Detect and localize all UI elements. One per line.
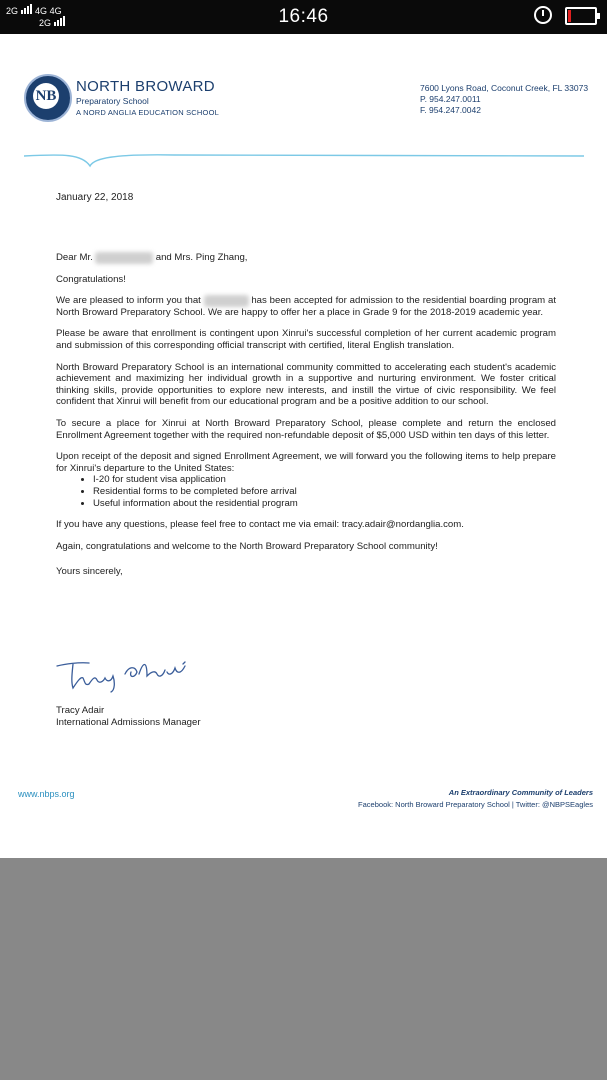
fax-number: F. 954.247.0042: [420, 105, 481, 115]
paragraph-enrollment: Please be aware that enrollment is contingent upon Xinrui's successful completion of her current academic program and submission of this corresponding official transcript with certified, literal English translation.: [56, 328, 556, 351]
school-name: NORTH BROWARD: [76, 78, 215, 95]
p1-middle: has been accepted for admission to the residential boarding program at North Broward Preparatory: [56, 295, 556, 318]
logo-monogram: NB: [33, 83, 59, 109]
signer-title: International Admissions Manager: [56, 717, 201, 728]
handwritten-signature: [55, 652, 215, 702]
phone-number: P. 954.247.0011: [420, 94, 481, 104]
footer-social: Facebook: North Broward Preparatory School | Twitter: @NBPSEagles: [358, 800, 593, 809]
list-item: • Residential forms to be completed before arrival: [93, 486, 556, 498]
paragraph-community: North Broward Preparatory School is an international community committed to accelerating each student's academic achievement and maximizing her individual growth in a supportive and nurturing environment. We foster critical thinking skills, provide opportunities to explore new interests, and instill the virtue of civic responsibility. We feel confident that Xinrui will benefit from our educational program and be a positive addition to our school.: [56, 361, 556, 408]
redacted-name: [95, 252, 153, 264]
items-list: [56, 474, 556, 509]
closing: Yours sincerely,: [56, 566, 123, 578]
paragraph-admission: [56, 295, 556, 318]
signer-name: Tracy Adair: [56, 705, 105, 716]
p1-end: School. We are happy to offer her a place in Grade 9 for the 2018-2019 academic year.: [173, 306, 544, 318]
school-logo: [24, 74, 72, 122]
list-item: • Useful information about the residential program: [93, 498, 556, 510]
network-label-1: 2G: [6, 6, 19, 16]
alarm-icon: [534, 6, 552, 24]
clock: 16:46: [278, 6, 329, 27]
network-label-4: 2G: [39, 18, 52, 28]
paragraph-deposit: To secure a place for Xinrui at North Broward Preparatory School, please complete and return the enclosed Enrollment Agreement together with the required non-refundable deposit of $5,000 USD within ten days of this letter.: [56, 417, 556, 441]
list-item: • I-20 for student visa application: [93, 474, 556, 486]
empty-background: [0, 858, 607, 1080]
letterhead-divider: [24, 150, 584, 172]
paragraph-welcome: Again, congratulations and welcome to the North Broward Preparatory School community!: [56, 540, 438, 552]
school-affiliation: A NORD ANGLIA EDUCATION SCHOOL: [76, 108, 219, 117]
paragraph-items: Upon receipt of the deposit and signed Enrollment Agreement, we will forward you the following items to help prepare for Xinrui's departure to the United States:: [56, 451, 556, 474]
p1-start: We are pleased to inform you that: [56, 295, 201, 307]
letter-body: [56, 252, 556, 588]
status-bar: [0, 0, 607, 34]
letter-date: January 22, 2018: [56, 192, 134, 203]
school-address: [420, 83, 588, 116]
redacted-student-name: [204, 295, 249, 307]
school-subtitle: Preparatory School: [76, 96, 149, 106]
salutation: [56, 252, 556, 264]
signature-image: [55, 652, 215, 696]
footer-tagline: An Extraordinary Community of Leaders: [448, 788, 593, 797]
battery-fill: [568, 10, 571, 22]
network-label-3: 4G: [49, 6, 62, 16]
address-line: 7600 Lyons Road, Coconut Creek, FL 33073: [420, 83, 589, 93]
website-link[interactable]: www.nbps.org: [18, 789, 75, 799]
salutation-end: and Mrs. Ping Zhang,: [155, 252, 248, 263]
network-label-2: 4G: [35, 6, 48, 16]
paragraph-contact: If you have any questions, please feel free to contact me via email: tracy.adair@nordanglia.com.: [56, 519, 464, 531]
battery-icon: [565, 7, 597, 25]
salutation-start: Dear Mr.: [56, 252, 93, 263]
congratulations: Congratulations!: [56, 273, 126, 285]
